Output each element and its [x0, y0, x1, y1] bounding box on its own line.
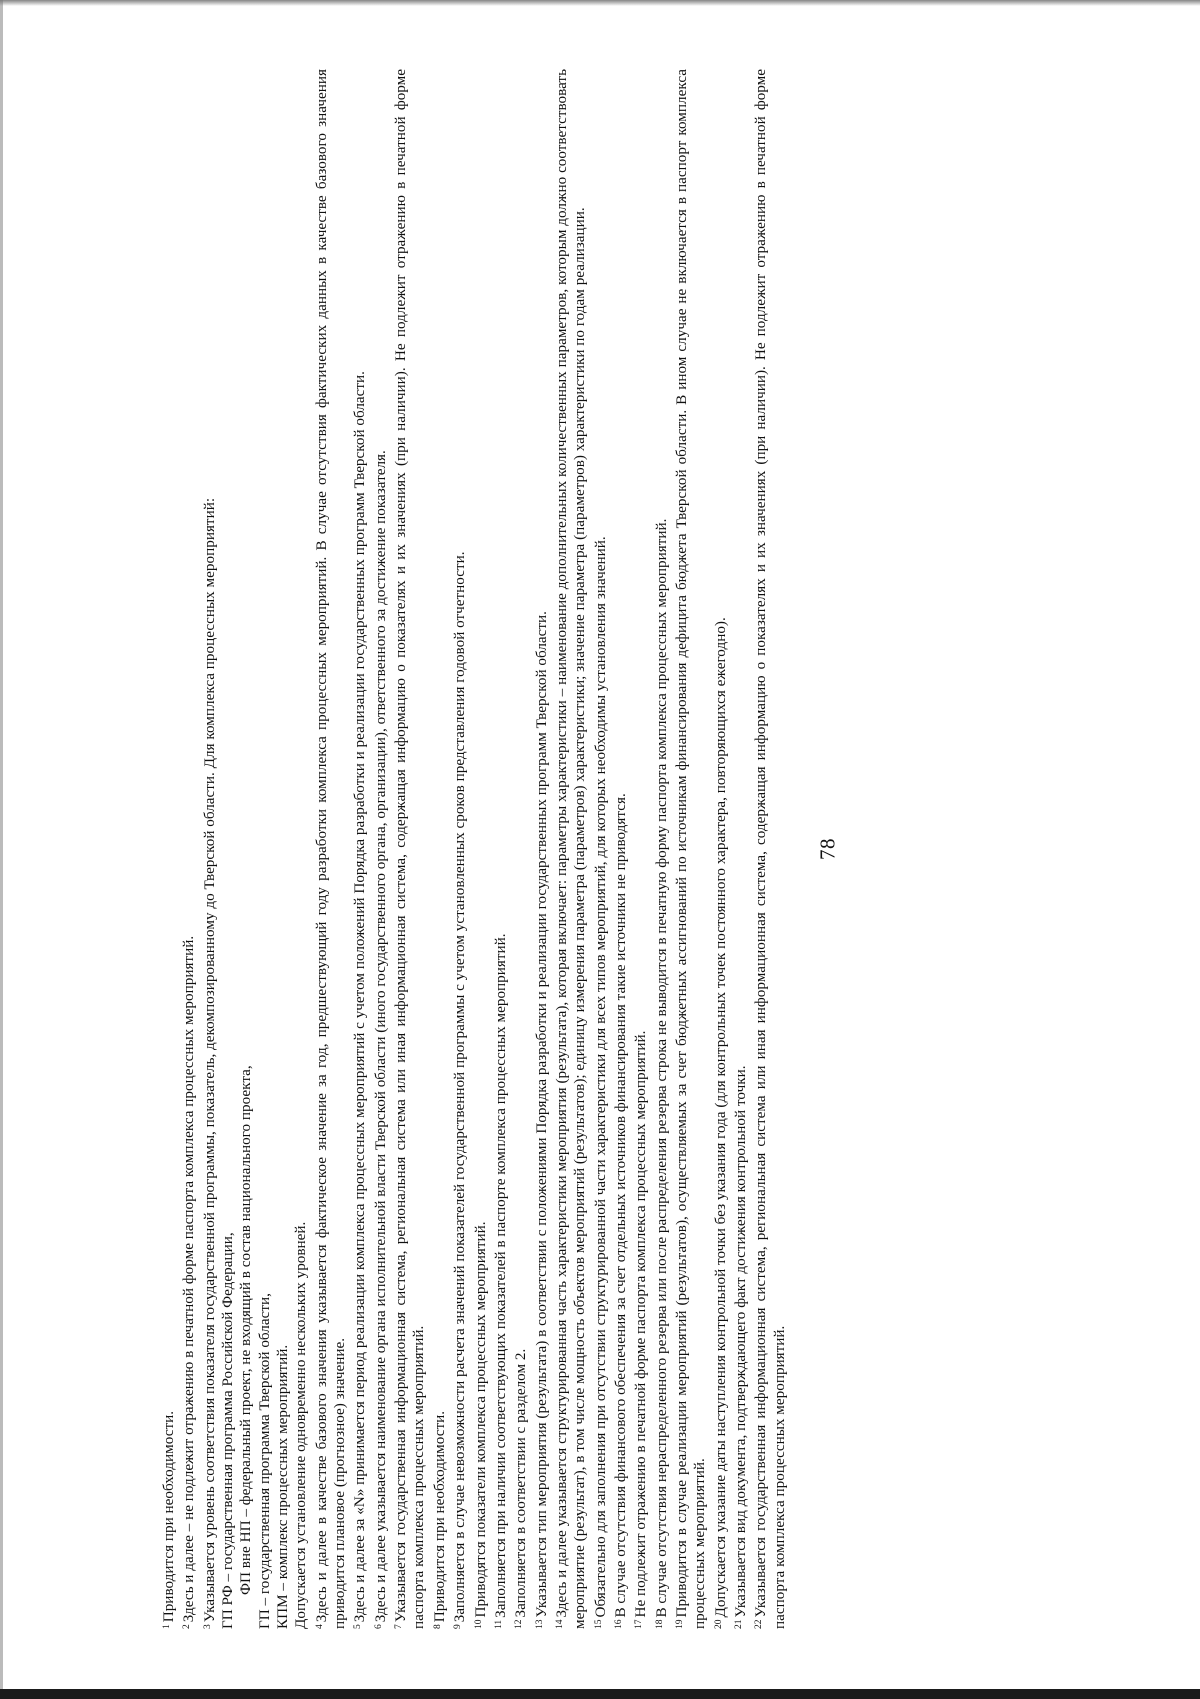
footnote-16: $^{16}$В случае отсутствия финансового обеспечения за счет отдельных источников финансирования такие источники не приводятся.: [611, 793, 629, 1629]
footnote-15: $^{15}$Обязательно для заполнения при отсутствии структурированной части характеристики для всех типов мероприятий, для которых необходимы установления значений.: [591, 536, 609, 1629]
footnote-4: $^4$Здесь и далее в качестве базового значения указывается фактическое значение за год, предшествующий году разработки комплекса процессных мероприятий. В случае отсутствия фактических данных в качестве базового значения приводится плановое (прогнозное) значение.: [312, 69, 349, 1629]
footnote-8: $^8$Приводится при необходимости.: [430, 1410, 448, 1629]
footnote-21: $^{21}$Указывается вид документа, подтверждающего факт достижения контрольной точки.: [731, 1065, 749, 1629]
footnote-17: $^{17}$Не подлежит отражению в печатной форме паспорта комплекса процессных мероприятий.: [632, 1030, 650, 1629]
footnote-14: $^{14}$Здесь и далее указывается структурированная часть характеристики мероприятия (результата), которая включает: параметры характеристики – наименование дополнительных количественных параметров, которым должно соответствовать мероприятие (результат), в том числе мощность объектов мероприятий (результатов); единицу измерения параметра (параметров) характеристики; значение параметра (параметров) характеристики по годам реализации.: [552, 69, 589, 1629]
footnote-5: $^5$Здесь и далее за «N» принимается период реализации комплекса процессных мероприятий с учетом положений Порядка разработки и реализации государственных программ Тверской области.: [351, 371, 369, 1629]
level-gp-rf: ГП РФ – государственная программа Российской Федерации,: [219, 1232, 237, 1629]
footnote-13: $^{13}$Указывается тип мероприятия (результата) в соответствии с положениями Порядка разработки и реализации государственных программ Тверской области.: [532, 611, 550, 1629]
footnote-3: $^3$Указывается уровень соответствия показателя государственной программы, показатель, декомпозированному до Тверской области. Для комплекса процессных мероприятий:: [200, 497, 218, 1629]
scan-edge-top: [0, 0, 1200, 6]
level-gp: ГП – государственная программа Тверской области,: [255, 1293, 273, 1629]
footnote-1: $^1$Приводится при необходимости.: [160, 1410, 177, 1629]
footnotes-list: [158, 69, 1038, 1629]
footnote-20: $^{20}$Допускается указание даты наступления контрольной точки без указания года (для контрольных точек постоянного характера, повторяющихся ежегодно).: [711, 617, 729, 1629]
footnote-6: $^6$Здесь и далее указывается наименование органа исполнительной власти Тверской области (иного государственного органа, организации), ответственного за достижение показателя.: [371, 450, 389, 1629]
footnote-9: $^9$Заполняется в случае невозможности расчета значений показателей государственной программы с учетом установленных сроков представления годовой отчетности.: [451, 551, 469, 1629]
scan-edge-left: [0, 0, 3, 1699]
page-number: 78: [815, 838, 840, 860]
footnote-19: $^{19}$Приводится в случае реализации мероприятий (результатов), осуществляемых за счет бюджетных ассигнований по источникам финансирования дефицита бюджета Тверской области. В ином случае не включается в паспорт комплекса процессных мероприятий.: [672, 69, 709, 1629]
levels-note: Допускается установление одновременно нескольких уровней.: [292, 1221, 310, 1629]
scan-edge-bottom: [0, 1689, 1200, 1699]
footnote-22: $^{22}$Указывается государственная информационная система, региональная система или иная информационная система, содержащая информацию о показателях и их значениях (при наличии). Не подлежит отражению в печатной форме паспорта комплекса процессных мероприятий.: [752, 69, 788, 1629]
level-kpm: КПМ – комплекс процессных мероприятий.: [274, 1344, 292, 1629]
footnote-18: $^{18}$В случае отсутствия нераспределенного резерва или после распределения резерва строка не выводится в печатную форму паспорта комплекса процессных мероприятий.: [652, 518, 670, 1629]
rotated-page-content: [158, 69, 1038, 1629]
level-fp-vne-np: ФП вне НП – федеральный проект, не входящий в состав национального проекта,: [237, 1065, 255, 1595]
footnote-10: $^{10}$Приводятся показатели комплекса процессных мероприятий.: [471, 1221, 489, 1629]
footnote-11: $^{11}$Заполняется при наличии соответствующих показателей в паспорте комплекса процессных мероприятий.: [491, 933, 509, 1629]
footnote-7: $^7$Указывается государственная информационная система, региональная система или иная информационная система, содержащая информацию о показателях и их значениях (при наличии). Не подлежит отражению в печатной форме паспорта комплекса процессных мероприятий.: [392, 69, 428, 1629]
footnote-12: $^{12}$Заполняется в соответствии с разделом 2.: [512, 1348, 530, 1629]
footnote-2: $^2$Здесь и далее – не подлежит отражению в печатной форме паспорта комплекса процессных мероприятий.: [180, 935, 198, 1629]
